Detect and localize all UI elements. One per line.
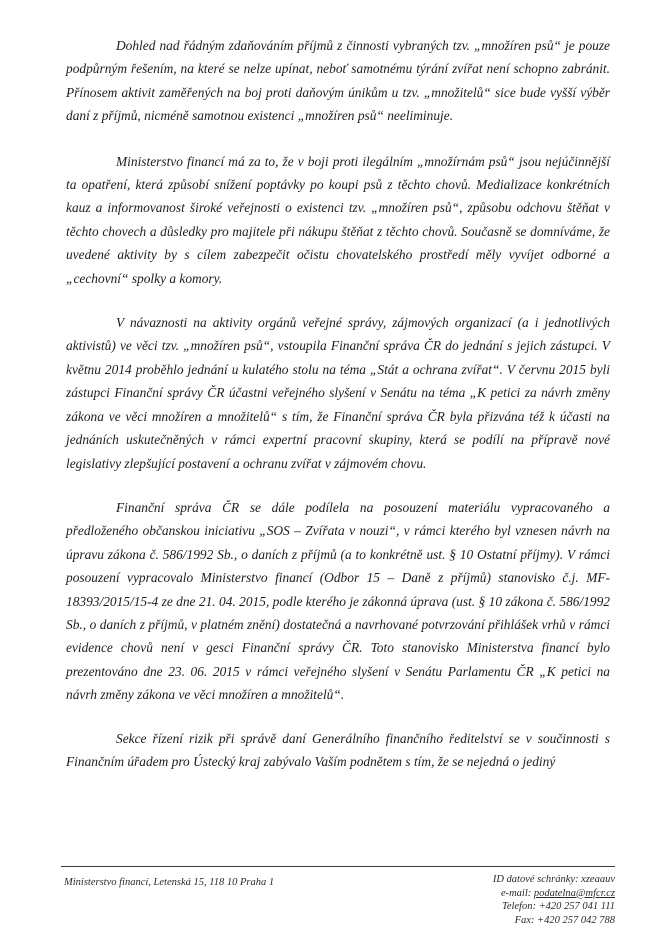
footer-contacts [493, 873, 615, 927]
footer-phone: Telefon: +420 257 041 111 [501, 901, 615, 913]
paragraph-risk-section: Sekce řízení rizik při správě daní Generálního finančního ředitelství se v součinnosti s Finančním úřadem pro Ústecký kraj zabývalo Vaším podnětem s tím, že se nejedná o jediný [66, 730, 610, 769]
footer-divider [61, 866, 615, 867]
paragraph-demand-reduction: Ministerstvo financí má za to, že v boji proti ilegálním „množírnám psů“ jsou nejúčinnější ta opatření, která způsobí snížení poptávky po koupi psů z těchto chovů. Medializace konkrétních kauz a informovanost široké veřejnosti o existenci tzv. „množíren psů“, způsobu odchovu štěňat v těchto chovech a důsledky pro majitele při nákupu štěňat z těchto chovů. Současně se domníváme, že uvedené aktivity by s cílem zabezpečit očistu chovatelského prostředí měly vyvíjet odborné a „cechovní“ spolky a komory. [66, 153, 610, 286]
footer-email-line [493, 887, 615, 901]
paragraph-negotiations: V návaznosti na aktivity orgánů veřejné správy, zájmových organizací (a i jednotlivých aktivistů) ve věci tzv. „množíren psů“, vstoupila Finanční správa ČR do jednání s jejich zástupci. V květnu 2014 proběhlo jednání u kulatého stolu na téma „Stát a ochrana zvířat“. V červnu 2015 byli zástupci Finanční správy ČR účastni veřejného slyšení v Senátu na téma „K petici za návrh změny zákona ve věci množíren a množitelů“ s tím, že Finanční správa ČR byla přizvána též k účasti na jednáních uskutečněných v rámci expertní pracovní skupiny, která se podílí na přípravě nové legislativy zlepšující postavení a ochranu zvířat v zájmovém chovu. [66, 315, 610, 471]
letter-body [66, 34, 610, 795]
paragraph-legal-assessment: Finanční správa ČR se dále podílela na posouzení materiálu vypracovaného a předloženého občanskou iniciativu „SOS – Zvířata v nouzi“, v rámci kterého byl vznesen návrh na úpravu zákona č. 586/1992 Sb., o daních z příjmů (a to konkrétně ust. § 10 Ostatní příjmy). V rámci posouzení vypracovalo Ministerstvo financí (Odbor 15 – Daně z příjmů) stanovisko č.j. MF-18393/2015/15-4 ze dne 21. 04. 2015, podle kterého je zákonná úprava (ust. § 10 zákona č. 586/1992 Sb., o daních z příjmů, v platném znění) dostatečná a navrhované potvrzování přihlášek vrhů v rámci evidence chovů není v gesci Finanční správy ČR. Toto stanovisko Ministerstva financí bylo prezentováno dne 23. 06. 2015 v rámci veřejného slyšení v Senátu Parlamentu ČR „K petici na návrh změny zákona ve věci množíren a množitelů“. [66, 499, 610, 703]
footer-fax: Fax: +420 257 042 788 [514, 914, 615, 926]
footer-address: Ministerstvo financí, Letenská 15, 118 10 Praha 1 [64, 877, 275, 888]
paragraph-tax-oversight: Dohled nad řádným zdaňováním příjmů z činnosti vybraných tzv. „množíren psů“ je pouze podpůrným řešením, na které se nelze upínat, neboť samotnému týrání zvířat není schopno zabránit. Přínosem aktivit zaměřených na boj proti daňovým únikům u tzv. „množitelů“ sice bude vyšší výběr daní z příjmů, nicméně samotnou existenci „množíren psů“ neeliminuje. [66, 38, 610, 124]
footer-email-label: e-mail: [500, 887, 534, 899]
footer-databox: ID datové schránky: xzeaauv [492, 874, 615, 885]
footer-email-link[interactable]: podatelna@mfcr.cz [533, 887, 615, 899]
